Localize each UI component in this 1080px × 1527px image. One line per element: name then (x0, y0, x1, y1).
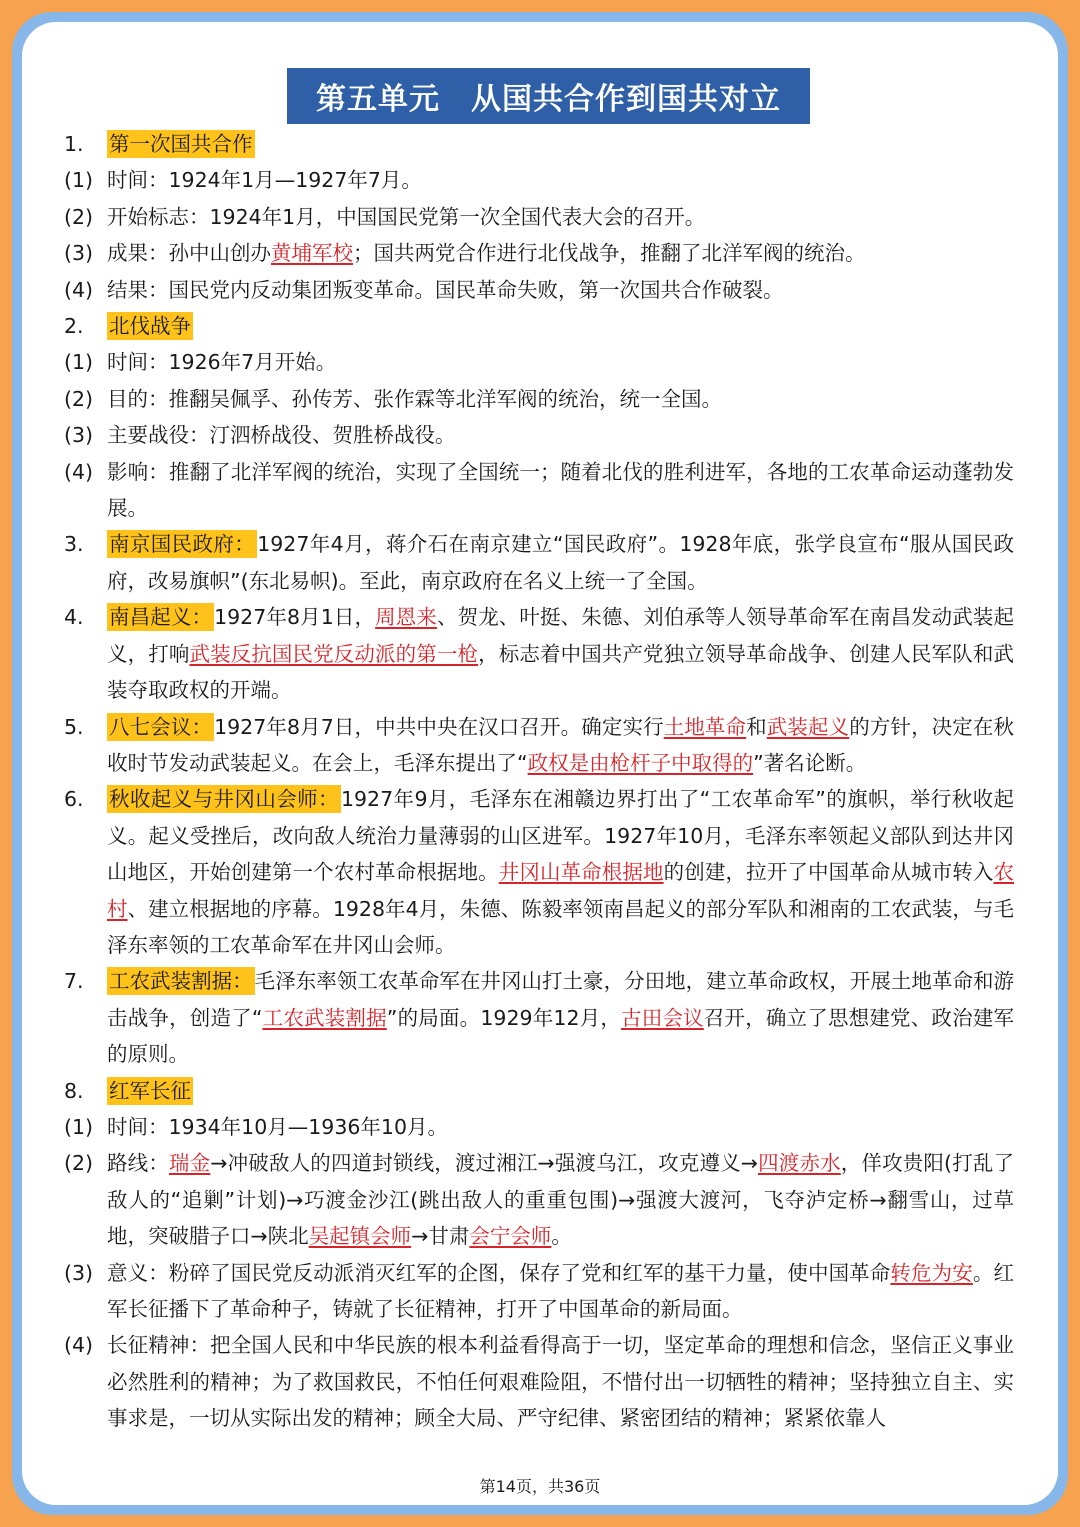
key-term: 政权是由枪杆子中取得的 (527, 750, 754, 775)
key-term: 周恩来 (375, 605, 437, 630)
section-heading: 八七会议： (109, 714, 213, 739)
item-number: 3. (64, 532, 84, 557)
item-number: (3) (64, 1260, 94, 1285)
text-segment: 1927年8月7日，中共中央在汉口召开。确定实行 (214, 714, 664, 739)
content-body (64, 126, 1014, 1437)
title-banner (287, 68, 810, 124)
list-item (64, 1073, 1014, 1109)
key-term: 武装反抗国民党反动派的第一枪 (189, 641, 479, 666)
item-number: 7. (64, 969, 84, 994)
list-item (64, 272, 1014, 308)
text-segment: 意义：粉碎了国民党反动派消灭红军的企图，保存了党和红军的基干力量，使中国革命 (107, 1260, 891, 1285)
text-segment: 1927年8月1日， (214, 605, 376, 630)
list-item (64, 1109, 1014, 1145)
section-heading: 红军长征 (109, 1078, 191, 1103)
item-text (107, 235, 1014, 271)
text-segment: 目的：推翻吴佩孚、孙传芳、张作霖等北洋军阀的统治，统一全国。 (107, 386, 722, 411)
key-term: 井冈山革命根据地 (498, 860, 664, 885)
text-segment: 时间：1926年7月开始。 (107, 350, 337, 375)
text-segment: 时间：1934年10月—1936年10月。 (107, 1114, 449, 1139)
list-item (64, 709, 1014, 782)
text-segment: 主要战役：汀泗桥战役、贺胜桥战役。 (107, 423, 456, 448)
text-segment: 毛泽东率领工农革命军在井冈山打土豪，分田地，建立革命政权，开展土地革命和游击战争，创造了“ (107, 969, 1015, 1030)
text-segment: 时间：1924年1月—1927年7月。 (107, 168, 422, 193)
item-text (107, 781, 1014, 963)
text-segment: 路线： (107, 1151, 169, 1176)
item-text (107, 1327, 1014, 1436)
list-item (64, 162, 1014, 198)
text-segment: 。红军长征播下了革命种子，铸就了长征精神，打开了中国革命的新局面。 (107, 1260, 1015, 1321)
section-heading: 工农武装割据： (109, 969, 253, 994)
item-number: (3) (64, 423, 94, 448)
section-heading: 第一次国共合作 (109, 132, 253, 156)
item-text (107, 963, 1014, 1072)
item-text (107, 126, 1014, 162)
text-segment: 成果：孙中山创办 (107, 241, 271, 266)
item-text (107, 381, 1014, 417)
item-number: (3) (64, 241, 94, 266)
list-item (64, 963, 1014, 1072)
list-item (64, 308, 1014, 344)
section-heading: 南京国民政府： (109, 532, 256, 557)
item-text (107, 162, 1014, 198)
text-segment: →冲破敌人的四道封锁线，渡过湘江→强渡乌江，攻克遵义→ (210, 1151, 758, 1176)
key-term: 转危为安 (890, 1260, 973, 1285)
text-segment: 召开，确立了思想建党、政治建军的原则。 (107, 1005, 1015, 1067)
list-item (64, 1145, 1014, 1254)
key-term: 瑞金 (168, 1151, 211, 1176)
text-segment: 开始标志：1924年1月，中国国民党第一次全国代表大会的召开。 (107, 204, 706, 229)
list-item (64, 599, 1014, 708)
text-segment: 影响：推翻了北洋军阀的统治，实现了全国统一；随着北伐的胜利进军，各地的工农革命运动蓬勃发展。 (107, 459, 1014, 521)
item-text (107, 344, 1014, 380)
text-segment: ，佯攻贵阳(打乱了敌人的“追剿”计划)→巧渡金沙江(跳出敌人的重重包围)→强渡大渡河，飞夺泸定桥→翻雪山，过草地，突破腊子口→陕北 (107, 1151, 1015, 1249)
list-item (64, 454, 1014, 527)
list-item (64, 1327, 1014, 1436)
key-term: 黄埔军校 (271, 241, 353, 266)
list-item (64, 344, 1014, 380)
list-item (64, 199, 1014, 235)
item-number: (1) (64, 168, 94, 193)
key-term: 工农武装割据 (262, 1005, 387, 1030)
list-item (64, 417, 1014, 453)
item-number: (1) (64, 1114, 94, 1139)
item-text (107, 709, 1014, 782)
item-number: (4) (64, 277, 94, 302)
page-title: 第五单元 从国共合作到国共对立 (316, 82, 781, 117)
page-footer: 第14页，共36页 (479, 1477, 601, 1496)
item-text (107, 454, 1014, 527)
item-number: 5. (64, 714, 84, 739)
item-text (107, 599, 1014, 708)
item-number: 4. (64, 605, 84, 630)
item-number: (4) (64, 1333, 94, 1358)
text-segment: →甘肃 (411, 1224, 470, 1249)
item-number: 2. (64, 314, 84, 339)
text-segment: 和 (746, 714, 767, 739)
text-segment: 的方针，决定在秋收时节发动武装起义。在会上，毛泽东提出了“ (107, 714, 1015, 775)
text-segment: 1927年9月，毛泽东在湘赣边界打出了“工农革命军”的旗帜，举行秋收起义。起义受挫后，改向敌人统治力量薄弱的山区进军。1927年10月，毛泽东率领起义部队到达井冈山地区，开始创建第一个农村革命根据地。 (107, 787, 1015, 885)
page (22, 22, 1058, 1505)
item-text (107, 1255, 1014, 1328)
key-term: 会宁会师 (469, 1224, 552, 1249)
text-segment: 的创建，拉开了中国革命从城市转入 (663, 860, 994, 885)
section-heading: 南昌起义： (109, 605, 213, 630)
item-text (107, 417, 1014, 453)
item-number: (2) (64, 386, 94, 411)
item-text (107, 199, 1014, 235)
item-number: (2) (64, 204, 94, 229)
text-segment: 、贺龙、叶挺、朱德、刘伯承等人领导革命军在南昌发动武装起义，打响 (107, 605, 1015, 666)
item-number: 8. (64, 1078, 84, 1103)
text-segment: 结果：国民党内反动集团叛变革命。国民革命失败，第一次国共合作破裂。 (107, 277, 784, 302)
item-text (107, 308, 1014, 344)
item-text (107, 272, 1014, 308)
list-item (64, 235, 1014, 271)
item-number: 6. (64, 787, 84, 812)
text-segment: 、建立根据地的序幕。1928年4月，朱德、陈毅率领南昌起义的部分军队和湘南的工农武装，与毛泽东率领的工农革命军在井冈山会师。 (107, 896, 1014, 957)
list-item (64, 381, 1014, 417)
key-term: 土地革命 (663, 714, 747, 739)
section-heading: 北伐战争 (109, 314, 191, 339)
key-term: 农村 (107, 860, 1015, 921)
list-item (64, 126, 1014, 162)
item-text (107, 1073, 1014, 1109)
section-heading: 秋收起义与井冈山会师： (109, 787, 339, 812)
text-segment: ，标志着中国共产党独立领导革命战争、创建人民军队和武装夺取政权的开端。 (107, 641, 1015, 703)
item-text (107, 1145, 1014, 1254)
list-item (64, 1255, 1014, 1328)
item-number: 1. (64, 132, 84, 156)
item-text (107, 526, 1014, 599)
key-term: 武装起义 (766, 714, 850, 739)
list-item (64, 526, 1014, 599)
text-segment: 1927年4月，蒋介石在南京建立“国民政府”。1928年底，张学良宣布“服从国民政府，改易旗帜”(东北易帜)。至此，南京政府在名义上统一了全国。 (107, 532, 1015, 593)
text-segment: 长征精神：把全国人民和中华民族的根本利益看得高于一切，坚定革命的理想和信念，坚信正义事业必然胜利的精神；为了救国救民，不怕任何艰难险阻，不惜付出一切牺牲的精神；坚持独立自主、实事求是，一切从实际出发的精神；顾全大局、严守纪律、紧密团结的精神；紧紧依靠人 (107, 1333, 1014, 1431)
text-segment: ；国共两党合作进行北伐战争，推翻了北洋军阀的统治。 (353, 241, 866, 266)
key-term: 吴起镇会师 (308, 1224, 412, 1249)
text-segment: ”的局面。1929年12月， (386, 1005, 622, 1030)
key-term: 古田会议 (621, 1005, 704, 1030)
item-number: (2) (64, 1151, 94, 1176)
text-segment: ”著名论断。 (753, 750, 867, 775)
item-text (107, 1109, 1014, 1145)
key-term: 四渡赤水 (757, 1151, 841, 1176)
list-item (64, 781, 1014, 963)
text-segment: 。 (551, 1224, 572, 1249)
item-number: (4) (64, 459, 94, 484)
item-number: (1) (64, 350, 94, 375)
